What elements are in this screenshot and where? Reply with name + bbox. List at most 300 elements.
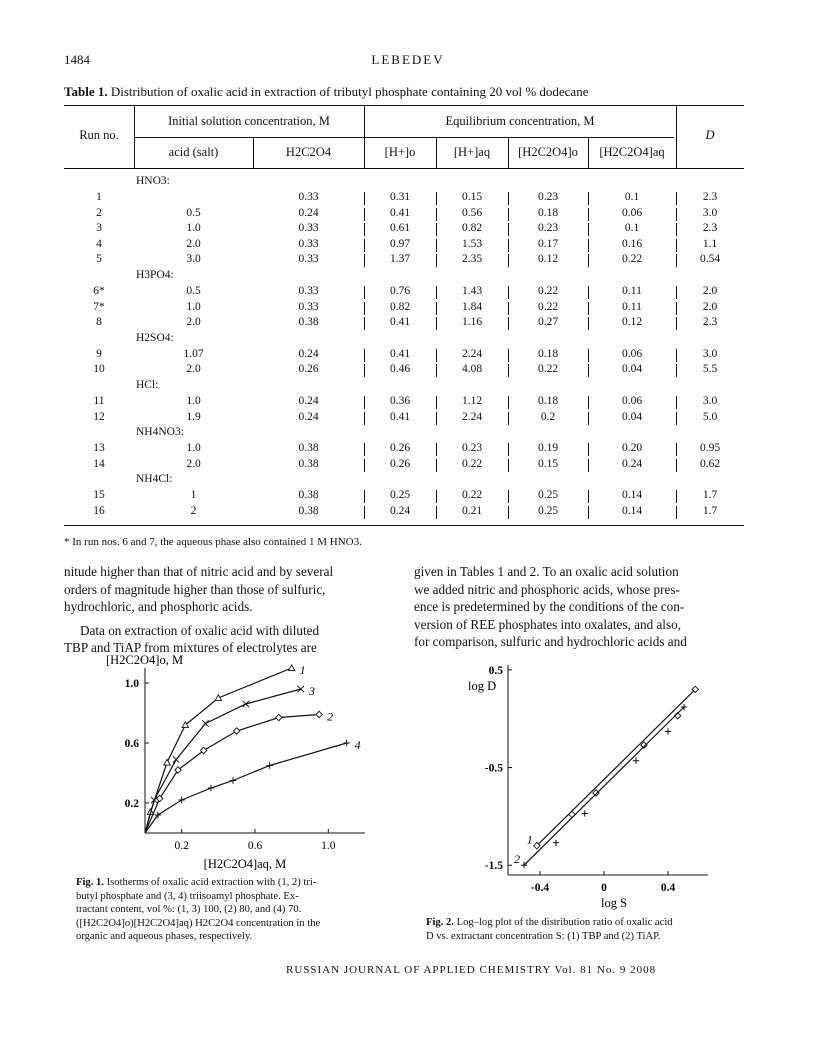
table-cell-rule [436,443,437,456]
table-cell-rule [436,412,437,425]
table-cell-rule [588,254,589,267]
header-equilibrium: Equilibrium concentration, M [445,114,595,128]
header-run: Run no. [79,128,119,142]
table-cell: 0.97 [389,237,411,250]
table-cell: 4 [96,237,102,250]
table-cell: 0.22 [461,489,483,502]
series-label: 2 [327,709,334,724]
table-cell-rule [588,396,589,409]
text-line: orders of magnitude higher than those of sulfuric, [64,581,326,597]
figure-2-caption [426,916,756,943]
header-h2c2o4: H2C2O4 [285,145,332,159]
table-cell: 1.37 [389,253,411,266]
table-cell-rule [508,302,509,315]
table-cell: 1.0 [186,395,201,407]
series-line [524,707,684,865]
table-cell-rule [508,396,509,409]
table-cell-rule [508,364,509,377]
table-cell: 11 [93,395,105,407]
table-cell: 0.54 [699,253,721,266]
table-cell-rule [436,459,437,472]
table-cell-rule [436,239,437,252]
figure-2-chart [460,655,720,910]
x-tick-label: -0.4 [530,882,550,894]
table-cell-rule [436,349,437,362]
text-line: we added nitric and phosphoric acids, whose pres- [414,581,680,597]
table-cell: 1.53 [461,237,483,250]
table-cell: 0.46 [389,363,411,376]
table-cell: 0.82 [389,300,411,313]
table-cell: 0.22 [621,253,643,266]
table-cell: 0.41 [389,410,411,423]
series-line [537,689,695,845]
table-cell-rule [508,208,509,221]
header-ox-aq: [H2C2O4]aq [599,145,665,159]
table-cell: 0.11 [622,285,642,297]
table-cell: 1.1 [702,237,718,250]
table-cell: 0.23 [461,442,483,455]
table-cell: 0.12 [537,253,559,266]
header-h-org: [H+]o [384,145,416,159]
table-cell-rule [676,302,677,315]
table-cell-rule [588,459,589,472]
figure-1-caption-line: organic and aqueous phases, respectively. [76,931,253,942]
table-cell: 3.0 [186,253,201,266]
table-cell-rule [436,223,437,236]
table-cell-rule [436,396,437,409]
table-cell: 0.38 [298,442,319,455]
table-cell: 0.24 [621,457,643,470]
data-point [164,759,170,765]
x-tick-label: 0 [601,882,607,894]
table-cell: 5 [96,253,102,266]
table-cell: 10 [93,363,105,376]
data-point [208,785,214,791]
table-cell: 1.7 [702,505,718,517]
x-axis-label: log S [600,896,628,910]
table-cell: 2.0 [186,237,201,250]
text-line: nitude higher than that of nitric acid and by several [64,564,334,579]
y-tick-label: 0.5 [488,664,503,677]
table-cell: 0.24 [298,410,319,423]
table-cell: 0.21 [461,505,483,517]
series-label: 1 [299,663,306,677]
table-cell: 8 [96,316,102,329]
table-cell: 5.5 [702,363,718,376]
figure-1-caption-line: ([H2C2O4]o)[H2C2O4]aq) H2C2O4 concentration in the [76,917,321,929]
table-cell-rule [364,412,365,425]
table-caption-text: Distribution of oxalic acid in extraction of tributyl phosphate containing 20 vol % dodecane [110,84,589,99]
table-cell-rule [436,317,437,330]
table-cell: 1.0 [186,442,201,455]
data-point [593,790,599,796]
series-line [145,668,292,833]
table-cell: 2.0 [702,285,718,297]
table-cell: 0.24 [298,347,319,360]
y-axis-label: log D [468,679,497,693]
table-cell: 12 [93,410,105,423]
text-line: TBP and TiAP from mixtures of electrolytes are [64,640,317,655]
group-label: NH4NO3: [136,426,184,439]
table-cell: 1.9 [186,410,201,423]
table-cell-rule [436,302,437,315]
y-tick-label: -1.5 [484,860,503,873]
table-label: Table 1. [64,84,108,99]
table-cell-rule [588,443,589,456]
table-cell: 0.14 [621,505,643,517]
table-cell: 2 [96,206,102,219]
table-cell: 0.17 [537,237,559,250]
table-cell: 0.41 [389,206,411,219]
table-cell-rule [676,349,677,362]
table-cell-rule [676,239,677,252]
data-point [178,797,184,803]
table-cell-rule [364,239,365,252]
table-cell: 0.04 [621,363,643,376]
table-cell: 3 [96,222,102,235]
table-cell: 0.19 [537,442,559,455]
header-initial: Initial solution concentration, M [168,114,330,128]
table-cell: 16 [93,505,105,517]
table-cell-rule [508,443,509,456]
data-point [316,711,322,717]
table-cell: 0.33 [298,253,319,266]
table-rule-header [64,168,744,169]
table-cell-rule [588,208,589,221]
header-d: D [705,128,715,142]
table-cell: 3.0 [702,347,718,360]
table-cell-rule [676,396,677,409]
table-rule-mid [134,137,674,138]
table-cell-rule [588,192,589,205]
table-cell: 0.18 [537,347,559,360]
table-cell-rule [436,506,437,519]
running-header: LEBEDEV [371,52,445,67]
table-cell: 0.1 [624,222,640,235]
table-cell-rule [676,286,677,299]
x-tick-label: 0.4 [660,882,676,894]
table-cell-rule [436,364,437,377]
figure-2-series [514,686,698,868]
table-cell: 0.06 [621,395,643,407]
table-cell-rule [588,223,589,236]
table-cell: 0.22 [461,457,483,470]
table-cell-rule [508,412,509,425]
series-label: 2 [514,852,520,867]
figure-1-caption-line: butyl phosphate and (3, 4) triisoamyl phosphate. Ex- [76,890,299,902]
table-cell: 1 [96,191,102,203]
data-point [266,762,272,768]
header-acid-salt: acid (salt) [168,145,219,159]
series-2 [145,710,333,834]
table-cell-rule [364,317,365,330]
table-cell: 0.22 [537,285,559,297]
table-cell-rule [508,317,509,330]
table-cell: 0.24 [298,206,319,219]
figure-1-series [145,663,361,833]
text-line: hydrochloric, and phosphoric acids. [64,599,253,614]
table-cell: 0.33 [298,222,319,235]
data-point [202,720,208,726]
table-cell-rule [364,208,365,221]
table-cell: 0.24 [298,395,319,407]
figure-1-caption-line: Isotherms of oxalic acid extraction with (1, 2) tri- [106,877,317,888]
table-cell: 14 [93,457,105,470]
table-cell: 0.56 [461,206,483,219]
table-cell: 2.24 [461,347,483,360]
y-axis-label: [H2C2O4]o, M [106,653,184,667]
y-tick-label: 1.0 [124,678,139,690]
figure-2-caption-line: D vs. extractant concentration S: (1) TBP and (2) TiAP. [426,930,661,942]
table-cell: 0.76 [389,285,411,297]
y-tick-label: -0.5 [484,762,503,775]
table-cell-rule [508,192,509,205]
table-cell-rule [508,286,509,299]
table-cell-rule [676,192,677,205]
group-label: HCl: [136,379,159,391]
data-point [582,810,588,816]
group-label: NH4Cl: [136,473,173,486]
table-cell: 1.16 [461,316,483,329]
table-cell: 0.18 [537,206,559,219]
table-cell-rule [436,254,437,267]
table-rule-bottom [64,525,744,526]
table-cell: 0.20 [621,442,643,455]
figure-1-label: Fig. 1. [76,877,104,888]
table-cell: 0.38 [298,505,319,517]
table-cell-rule [364,490,365,503]
table-cell: 0.1 [624,191,640,203]
table-cell-rule [364,506,365,519]
table-cell: 1.43 [461,285,483,297]
table-cell-rule [364,349,365,362]
table-cell-rule [676,490,677,503]
figure-2-label: Fig. 2. [426,917,454,928]
table-cell: 9 [96,347,102,360]
series-line [145,715,319,834]
series-2 [514,704,687,869]
x-tick-label: 1.0 [321,840,336,852]
table-cell-rule [508,506,509,519]
table-cell: 0.38 [298,489,319,502]
data-point [276,714,282,720]
table-cell-rule [364,302,365,315]
table-cell: 13 [93,442,105,455]
table-cell: 0.12 [621,316,643,329]
table-cell: 1.0 [186,300,201,313]
table-cell-rule [676,459,677,472]
table-cell-rule [508,490,509,503]
figure-2-axes [468,665,708,910]
table-cell: 0.25 [389,489,411,502]
table-cell-rule [588,239,589,252]
table-cell-rule [676,223,677,236]
series-label: 1 [526,832,533,847]
table-cell: 2.3 [702,191,718,203]
table-cell: 2.3 [702,316,718,329]
table-cell-rule [364,396,365,409]
series-label: 3 [308,684,315,698]
table-cell: 0.14 [621,489,643,502]
table-cell: 0.26 [389,442,411,455]
figure-1-caption-line: tractant content, vol %: (1, 3) 100, (2) 80, and (4) 70. [76,904,302,915]
table-cell-rule [588,506,589,519]
table-cell: 0.38 [298,457,319,470]
table-cell-rule [676,317,677,330]
table-cell-rule [508,223,509,236]
data-point [233,728,239,734]
table-caption [64,84,588,100]
table-cell: 0.26 [298,363,319,376]
table-cell: 2.35 [461,253,483,266]
table-cell: 0.22 [537,363,559,376]
table-cell: 0.5 [186,285,201,297]
table-cell-rule [676,412,677,425]
y-tick-label: 0.6 [124,738,139,750]
data-point [173,756,179,762]
group-label: H2SO4: [136,331,174,344]
group-label: HNO3: [136,175,170,187]
figure-1-axes [106,653,365,871]
series-4 [145,738,361,833]
table-cell: 0.5 [186,206,201,219]
table-cell-rule [676,254,677,267]
table-cell: 2.3 [702,222,718,235]
table-cell: 7* [93,300,105,313]
table-cell: 2.0 [702,300,718,313]
table-cell-rule [508,349,509,362]
table-cell-rule [588,302,589,315]
table-cell: 0.82 [461,222,483,235]
table-cell: 0.95 [699,442,721,455]
table-cell: 0.24 [389,505,411,517]
group-label: H3PO4: [136,269,174,281]
table-cell-rule [364,286,365,299]
table-cell: 0.36 [389,395,411,407]
table-cell: 5.0 [702,410,718,423]
table-cell: 0.41 [389,347,411,360]
table-cell: 1 [190,489,197,502]
table-cell: 0.22 [537,300,559,313]
table-cell-rule [364,443,365,456]
table-cell: 0.25 [537,489,559,502]
table-cell-rule [676,364,677,377]
text-line: given in Tables 1 and 2. To an oxalic acid solution [414,564,679,579]
text-line: for comparison, sulfuric and hydrochloric acids and [414,634,687,649]
table-cell: 0.41 [389,316,411,329]
figure-2-caption-line: Log–log plot of the distribution ratio of oxalic acid [456,917,673,928]
table-cell: 4.08 [461,363,483,376]
table-cell: 0.11 [622,300,642,313]
table-cell-rule [436,192,437,205]
table-cell: 0.25 [537,505,559,517]
table-cell-rule [508,459,509,472]
table-cell: 0.15 [461,191,483,203]
table-cell-rule [364,223,365,236]
table-cell-rule [588,349,589,362]
table-cell: 2.0 [186,457,201,470]
table-cell: 3.0 [702,395,718,407]
table-cell: 1.84 [461,300,483,313]
table-cell: 0.16 [621,237,643,250]
table-cell-rule [676,506,677,519]
table-cell: 0.33 [298,300,319,313]
data-point [230,777,236,783]
data-point [569,811,575,817]
table-cell-rule [364,192,365,205]
page-number: 1484 [64,52,90,67]
table-cell-rule [588,317,589,330]
table-cell: 2 [190,505,197,517]
table-cell-rule [588,286,589,299]
table-cell-rule [676,208,677,221]
table-cell: 0.33 [298,237,319,250]
table-cell: 3.0 [702,206,718,219]
series-1 [527,686,699,849]
table-cell: 0.31 [389,191,411,203]
data-point [633,758,639,764]
data-point [553,840,559,846]
table-cell: 1.7 [702,489,718,502]
data-point [288,665,294,671]
header-h-aq: [H+]aq [453,145,491,159]
table-cell: 6* [93,285,105,297]
table-cell: 0.62 [699,457,721,470]
table-cell: 0.33 [298,191,319,203]
table-cell: 0.38 [298,316,319,329]
table-cell-rule [364,364,365,377]
table-cell: 0.23 [537,191,559,203]
table-cell: 0.18 [537,395,559,407]
text-line: version of REE phosphates into oxalates, and also, [414,616,681,632]
table-cell: 2.24 [461,410,483,423]
table-cell: 0.06 [621,206,643,219]
table-cell: 2.0 [186,363,201,376]
table-cell: 0.2 [540,410,556,423]
x-tick-label: 0.6 [247,840,263,852]
table-cell: 15 [93,489,105,502]
table-cell: 0.23 [537,222,559,235]
table-cell-rule [364,459,365,472]
text-line: ence is predetermined by the conditions of the con- [414,599,685,614]
running-footer: RUSSIAN JOURNAL OF APPLIED CHEMISTRY Vol. 81 No. 9 2008 [286,964,657,976]
table-cell-rule [436,490,437,503]
table-cell: 2.0 [186,316,201,329]
table-cell: 1.12 [461,395,483,407]
table-cell: 0.06 [621,347,643,360]
table-cell-rule [676,443,677,456]
data-point [343,740,349,746]
table-cell: 1.07 [183,347,204,360]
table-cell-rule [508,239,509,252]
table-cell-rule [364,254,365,267]
data-point [156,795,162,801]
table-cell-rule [588,364,589,377]
series-line [145,743,347,833]
table-rule-top [64,105,744,106]
series-3 [145,684,315,833]
y-tick-label: 0.2 [124,798,139,810]
figure-1-chart [100,650,370,872]
table-cell: 1.0 [186,222,201,235]
table-cell-rule [588,490,589,503]
table-cell-rule [508,254,509,267]
text-line: Data on extraction of oxalic acid with diluted [80,622,320,638]
data-point [665,728,671,734]
figure-1-caption [76,876,388,944]
table-cell: 0.33 [298,285,319,297]
table-cell-rule [436,286,437,299]
